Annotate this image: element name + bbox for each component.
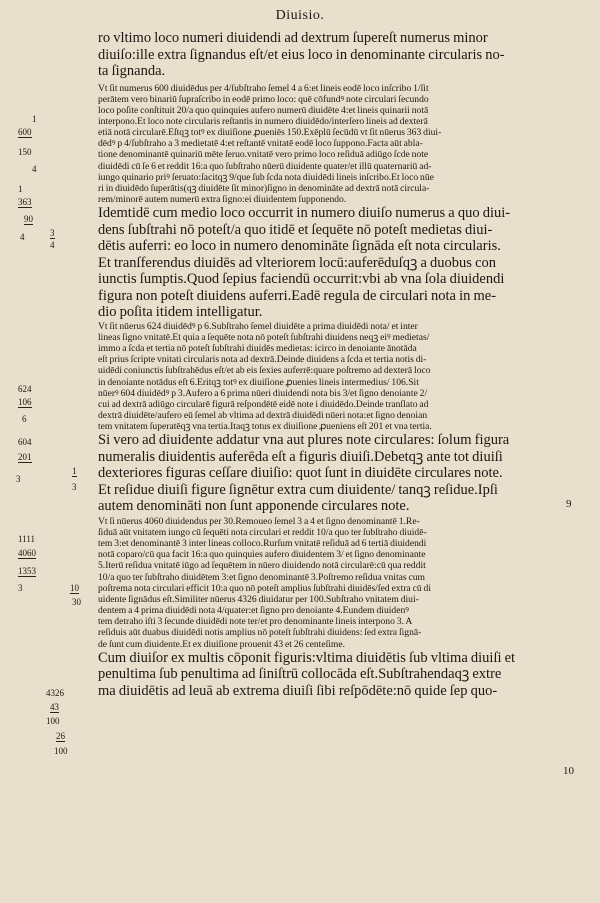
text-line: ro vltimo loco numeri diuidendi ad dextrum ſupereſt numerus minor — [98, 30, 488, 46]
example-paragraph — [98, 321, 562, 433]
text-line: interpono.Et loco note circularis reſtantis in numero diuidēdo/interſero lineis ad dexterā — [98, 115, 428, 127]
text-line: Vt ſit nūerus 624 diuidēdꝰ p 6.Subſtraho ſemel diuidēte a prima diuidēdi nota/ et inter — [98, 320, 418, 332]
text-line: iunctis ſumptis.Quod ſepius faciendū occurrit:vbi ab vna ſola diuidendi — [98, 271, 505, 288]
text-line: eſt prius ſcripte vnitati circularis nota ad dextrā.Deinde diuidens a ſcda et tertia notis di- — [98, 354, 427, 366]
margin-figure: 4 — [20, 232, 25, 242]
margin-figure: 1 — [32, 114, 37, 124]
margin-figure: 4 — [32, 164, 37, 174]
text-line: cui ad dextrā adiūgo circularē figurā reſpondētē eidē note i diuidēdo.Deinde tranſlato ad — [98, 398, 429, 410]
text-line: ſiduā aūt vnitatem iungo cū ſequēti nota circulari et reddit 10/a quo ter ſubſtraho diuidē- — [98, 526, 427, 538]
text-line: in denoiante notādus eſt 6.Eritqꝫ totꝰ ex diuiſione ꝓuenies lineis intermedius/ 106.Sit — [98, 376, 419, 388]
margin-figure: 3 — [16, 474, 21, 484]
text-line: reſiduis aūt duabus diuidēdi notis amplius nō poteſt ſubſtrahi diuidens: ſed extra ſignā- — [98, 627, 422, 639]
text-line: Et tranſferendus diuidēs ad vlteriorem locū:auferēduſqꝫ a duobus con — [98, 254, 497, 271]
margin-figure: 4060 — [18, 548, 36, 558]
text-line: poſtrema nota circulari efficit 10:a quo nō poteſt amplius ſubſtrahi diuidēs/ſed extra cū di — [98, 582, 432, 594]
margin-figure: 30 — [72, 597, 81, 607]
margin-figure: 3 — [18, 583, 23, 593]
text-line: etiā notā circularē.Eſtqꝫ totꝰ ex diuiſione ꝓueniēs 150.Exēplū ſecūdū vt ſit nūerus 363 diui- — [98, 127, 442, 139]
margin-figure: 10 — [70, 583, 79, 593]
margin-figure: 600 — [18, 127, 32, 137]
margin-figure: 1353 — [18, 566, 36, 576]
margin-figure: 3 — [50, 228, 55, 238]
margin-figure: 363 — [18, 197, 32, 207]
text-line: tem detraho iſti 3 ſecunde diuidēdi note ter/et pro denominante lineis interpono 3. A — [98, 616, 413, 628]
text-line: ta ſignanda. — [98, 63, 166, 79]
rule-paragraph — [98, 432, 562, 515]
margin-number-right: 9 — [566, 498, 572, 510]
text-line: tem vnitatem ſuperatēqꝫ vna tertia.Itaqꝫ totus ex diuiſione ꝓueniens eſt 201 et vna tertia. — [98, 421, 432, 433]
text-line: 10/a quo ter ſubſtraho diuidētem 3:et ſigno denominantē 3.Poſtremo reſidua vnitas cum — [98, 571, 426, 583]
text-line: 5.Iterū reſidua vnitatē iūgo ad ſequētem in nūero diuidendo notā circularē:cū qua reddit — [98, 560, 426, 572]
text-line: uidente ſignādus eſt.Similiter nūerus 4326 diuidatur per 100.Subſtraho vnitatem diui- — [98, 593, 419, 605]
text-line: immo a ſcda et tertia nō poteſt ſubſtrahi diuidēs medietas: icirco in denoiante ānotāda — [98, 343, 417, 355]
margin-figure: 624 — [18, 384, 32, 394]
text-line: iungo quinario priꝰ ſeruato:ſacitqꝫ 9/que ſub ſcda nota diuidēdi lineis inſcribo.Et loco nūe — [98, 171, 434, 183]
text-line: dēdꝰ p 4/ſubſtraho a 3 medietatē 4:et reſtantē vnitatē eodē loco ſuppono.Facta aūt abla- — [98, 138, 423, 150]
margin-figure: 6 — [22, 414, 27, 424]
text-line: diuidēdi cū ſe 6 et reddit 16:a quo ſubſtraho nūerū diuidente quater/et illū quaternariū ad- — [98, 160, 432, 172]
text-line: penultima ſub penultima ad ſiniſtrū collocāda eſt.Subſtrahendaqꝫ extre — [98, 666, 502, 683]
text-line: de ſunt cum diuidente.Et ex diuiſione prouenit 43 et 26 centeſime. — [98, 638, 346, 650]
margin-figure: 4326 — [46, 688, 64, 698]
text-line: figura non poteſt diuidens auferri.Eadē regula de circulari nota in me- — [98, 287, 497, 304]
text-line: loco poſite conſtituit 20/a quo quinquies aufero numerū diuidēte 4:et lineis quinarii notā — [98, 104, 429, 116]
text-line: perātem vero binariū ſupraſcribo in eodē primo loco: quē cōfundꝰ note circulari ſecundo — [98, 93, 429, 105]
text-line: Et reſidue diuiſi figure ſignētur extra cum diuidente/ tanqꝫ reſidue.Ipſi — [98, 481, 498, 498]
margin-figure: 100 — [54, 746, 68, 756]
text-line: dens ſubſtrahi nō poteſt/a quo itidē et ſequēte nō poteſt medietas diui- — [98, 221, 493, 238]
margin-figure: 1 — [72, 466, 77, 476]
text-line: dexteriores figuras ceſſare diuiſio: quot ſunt in diuidēte circulares note. — [98, 465, 503, 482]
margin-figure: 150 — [18, 147, 32, 157]
text-line: nūerꝰ 604 diuidēdꝰ p 3.Aufero a 6 prima nūeri diuidendi nota bis 3/et ſigno denoiante 2/ — [98, 387, 428, 399]
margin-figure: 1111 — [18, 534, 35, 544]
text-line: Vt ſi nūerus 4060 diuidendus per 30.Remoueo ſemel 3 a 4 et ſigno denominantē 1.Re- — [98, 515, 420, 527]
margin-figure: 90 — [24, 214, 33, 224]
margin-figure: 43 — [50, 702, 59, 712]
margin-calculations — [14, 0, 98, 903]
example-paragraph — [98, 516, 562, 650]
text-line: rem/minorē autem numerū extra ſigno:ei diuidentem ſupponendo. — [98, 194, 347, 206]
margin-figure: 604 — [18, 437, 32, 447]
margin-figure: 106 — [18, 397, 32, 407]
margin-figure: 4 — [50, 240, 55, 250]
text-line: Idemtidē cum medio loco occurrit in numero diuiſo numerus a quo diui- — [98, 205, 511, 222]
margin-number-right: 10 — [563, 765, 574, 777]
text-line: ri in diuidēdo ſuperātis(qꝫ diuidēte ſit minor)ſigno in denomināte ad dextrā notā circula- — [98, 182, 430, 194]
text-line: ma diuidētis ad leuā ab extrema diuiſi ſibi reſpōdēte:nō quide ſep quo- — [98, 682, 498, 699]
text-line: dētis auferri: eo loco in numero denomināte ſignāda eſt nota circularis. — [98, 238, 501, 255]
margin-figure: 26 — [56, 731, 65, 741]
rule-paragraph — [98, 30, 562, 80]
text-line: uidēdi coniunctis ſubſtrahēdus eſt/et ab eis ſexies auferrē:quare poſtremo ad dexterā loco — [98, 365, 431, 377]
text-line: diuiſo:ille extra ſignandus eſt/et eius loco in denominante circularis no- — [98, 46, 505, 63]
text-line: notā coparo/cū qua facit 16:a quo quinquies aufero diuidentem 3/ et ſigno denominante — [98, 549, 426, 561]
margin-figure: 1 — [18, 184, 23, 194]
example-paragraph — [98, 83, 562, 206]
text-line: autem denomināti non ſunt apponende circulares note. — [98, 498, 410, 515]
text-line: Cum diuiſor ex multis cōponit figuris:vltima diuidētis ſub vltima diuiſi et — [98, 649, 516, 666]
text-line: dio poſita itidem intelligatur. — [98, 304, 263, 321]
text-line: dentem a 4 prima diuidēdi nota 4/quater:et ſigno pro denoiante 4.Eundem diuidenꝰ — [98, 605, 409, 617]
text-line: tem 3:et denominantē 3 inter lineas colloco.Rurſum vnitatē reſiduā ad 6 tertiā diuidendi — [98, 538, 427, 550]
running-header: Diuisio. — [275, 8, 325, 23]
text-line: dextrā diuidēte/aufero eū ſemel ab vltima ad dextrā diuidēdi nūeri nota:et ſigno denoian — [98, 409, 428, 421]
text-line: numeralis diuidentis auferēda eſt a figuris diuiſi.Debetqꝫ ante tot diuiſi — [98, 448, 503, 465]
rule-paragraph — [98, 650, 562, 700]
text-line: tione denominantē quinariū mēte ſeruo.vnitatē vero primo loco reſiduā adiūgo ſcde note — [98, 149, 429, 161]
margin-figure: 100 — [46, 716, 60, 726]
text-line: Vt ſit numerus 600 diuidēdus per 4/ſubſtraho ſemel 4 a 6:et lineis eodē loco inſcribo 1/ſit — [98, 82, 429, 94]
margin-figure: 201 — [18, 452, 32, 462]
text-body — [98, 30, 562, 701]
text-line: lineas ſigno vnitatē.Et quia a ſequēte nota nō poteſt ſubſtrahi diuidens neqꝫ eiꝰ medietas/ — [98, 331, 430, 343]
margin-figure: 3 — [72, 482, 77, 492]
text-line: Si vero ad diuidente addatur vna aut plures note circulares: ſolum figura — [98, 432, 510, 449]
rule-paragraph — [98, 205, 562, 321]
